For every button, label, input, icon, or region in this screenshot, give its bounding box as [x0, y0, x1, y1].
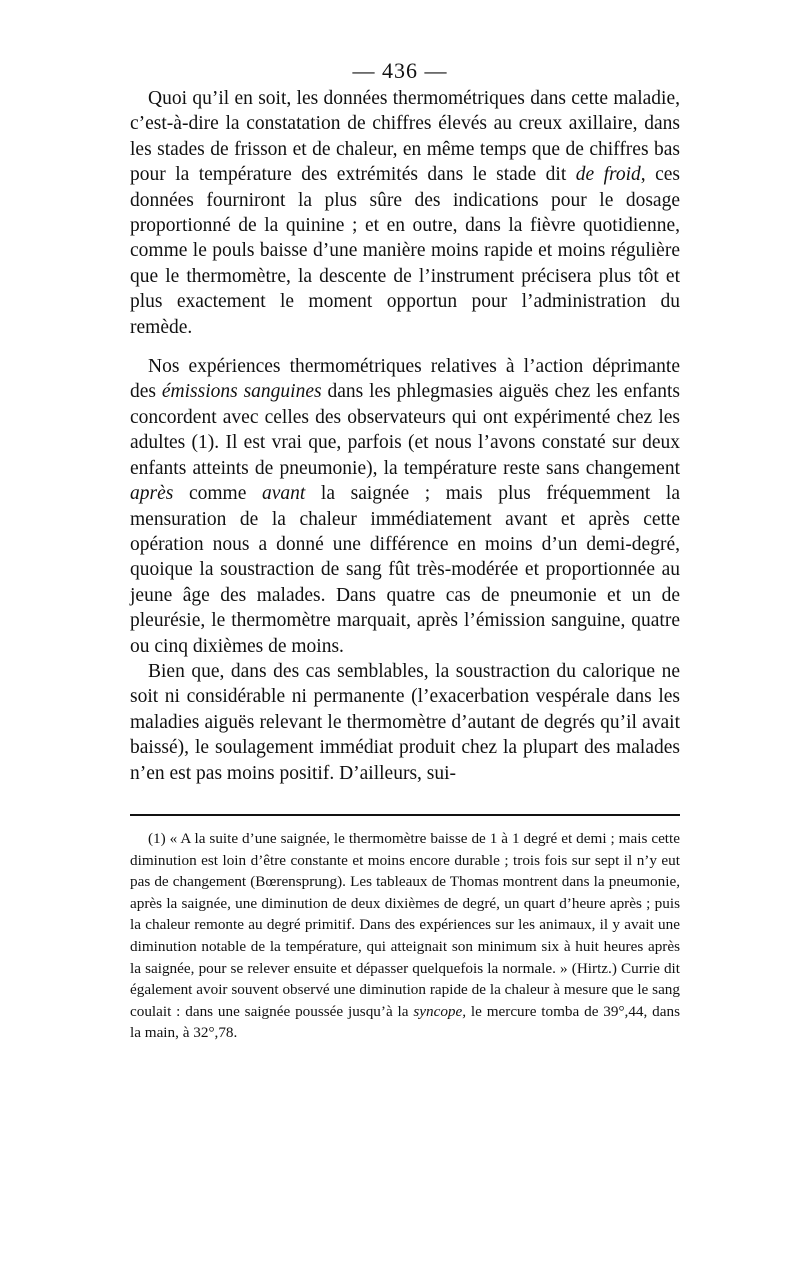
paragraph-2-text-b: dans les phlegmasies aiguës chez les enfants concordent avec celles des observateurs qui ont expérimenté chez les adultes (1). Il est vrai que, parfois (et nous l’avons constaté sur deux enfants atteints de pneumonie), la température reste sans changement [130, 381, 680, 479]
paragraph-1-text-a: Quoi qu’il en soit, les données thermométriques dans cette maladie, c’est-à-dire la constatation de chiffres élevés au creux axillaire, dans les stades de frisson et de chaleur, en même temps que de chiffres bas pour la température des extrémités dans le stade dit [130, 88, 680, 186]
footnote-paragraph [130, 828, 680, 1044]
paragraph-2-emphasis-b: après [130, 483, 174, 505]
footnote [130, 828, 680, 1044]
paragraph-1-text-b: , ces données fourniront la plus sûre des indications pour le dosage proportionné de la quinine ; et en outre, dans la fièvre quotidienne, comme le pouls baisse d’une manière moins rapide et moins régulière que le thermomètre, la descente de l’instrument précisera plus tôt et plus exactement le moment opportun pour l’administration du remède. [130, 164, 680, 338]
paragraph-2-emphasis-a: émissions sanguines [161, 381, 322, 403]
paragraph-2-text-d: la saignée ; mais plus fréquemment la mensuration de la chaleur immédiatement avant et après cette opération nous a donné une différence en moins d’un demi-degré, quoique la soustraction de sang fût très-modérée et proportionnée au jeune âge des malades. Dans quatre cas de pneumonie et un de pleurésie, le thermomètre marquait, après l’émission sanguine, quatre ou cinq dixièmes de moins. [130, 483, 680, 657]
paragraph-2-text-c: comme [173, 483, 262, 505]
footnote-divider [130, 814, 680, 816]
footnote-emphasis: syncope, [413, 1002, 467, 1020]
paragraph-2-text-a: Nos expériences thermométriques relatives à l’action déprimante des [130, 356, 680, 403]
main-text [130, 86, 680, 786]
footnote-text-a: (1) « A la suite d’une saignée, le thermomètre baisse de 1 à 1 degré et demi ; mais cette diminution est loin d’être constante et moins encore durable ; trois fois sur sept il n’y eut pas de changement (Bœrensprung). Les tableaux de Thomas montrent dans la pneumonie, après la saignée, une diminution de deux dixièmes de degré, un quart d’heure après ; puis la chaleur remonte au degré primitif. Dans des expériences sur les animaux, il y avait une diminution notable de la température, qui atteignait son minimum six à huit heures après la saignée, pour se relever ensuite et dépasser quelquefois la normale. » (Hirtz.) Currie dit également avoir souvent observé une diminution rapide de la chaleur à mesure que le sang coulait : dans une saignée poussée jusqu’à la [130, 830, 680, 1020]
paragraph-2 [130, 354, 680, 659]
footnote-text-b: le mercure tomba de 39°,44, dans la main, à 32°,78. [130, 1002, 680, 1042]
paragraph-2-emphasis-c: avant [261, 483, 306, 505]
paragraph-3: Bien que, dans des cas semblables, la soustraction du calorique ne soit ni considérable ni permanente (l’exacerbation vespérale dans les maladies aiguës relevant le thermomètre d’autant de degrés qu’il avait baissé), le soulagement immédiat produit chez la plupart des malades n’en est pas moins positif. D’ailleurs, sui- [130, 660, 680, 784]
page-number: — 436 — [352, 58, 448, 83]
paragraph-1 [130, 86, 680, 340]
paragraph-1-emphasis: de froid [575, 164, 641, 186]
